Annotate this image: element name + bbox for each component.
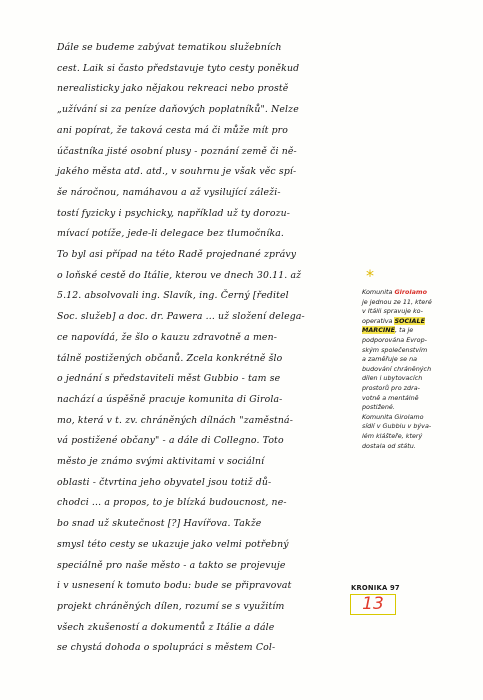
page-number-box: [350, 594, 396, 615]
text-line: se chystá dohoda o spolupráci s městem Col-: [57, 642, 276, 654]
cooperative-name-highlight-2: MARCINE: [362, 326, 396, 335]
margin-note-line: dílen i ubytovacích: [362, 374, 423, 383]
text-line: o jednání s představiteli měst Gubbio - tam se: [57, 373, 281, 385]
text-line: projekt chráněných dílen, rozumí se s využitím: [57, 600, 285, 612]
text-line: nerealisticky jako nějakou rekreaci nebo prostě: [57, 83, 289, 95]
chronicle-label: KRONIKA 97: [351, 584, 400, 592]
margin-note-line: a zaměřuje se na: [362, 355, 418, 364]
margin-note-line: podporována Evrop-: [362, 335, 427, 344]
margin-note-line: [362, 288, 468, 298]
text-line: mo, která v t. zv. chráněných dílnách "zaměstná-: [57, 414, 293, 426]
margin-note-line: votně a mentálně: [362, 393, 419, 402]
asterisk-icon: *: [366, 266, 374, 285]
text-line: oblasti - čtvrtina jeho obyvatel jsou totiž dů-: [57, 476, 272, 488]
text-line: mívací potíže, jede-li delegace bez tlumočníka.: [57, 228, 285, 240]
text-line: ce napovídá, že šlo o kauzu zdravotně a men-: [57, 331, 277, 343]
margin-note-line: budování chráněných: [362, 364, 432, 373]
text-line: o loňské cestě do Itálie, kterou ve dnech 30.11. až: [57, 269, 302, 281]
chronicle-body-text: [57, 38, 349, 659]
text-line: i v usnesení k tomuto bodu: bude se připravovat: [57, 580, 292, 592]
margin-note-line: lém klášteře, který: [362, 431, 423, 440]
margin-note-line: [362, 317, 468, 327]
margin-note-line: ským společenstvím: [362, 345, 428, 354]
margin-note-line: prostorů pro zdra-: [362, 383, 420, 392]
text-line: účastníka jisté osobní plusy - poznání země či ně-: [57, 145, 297, 157]
margin-note-line: sídlí v Gubbiu v býva-: [362, 422, 432, 431]
text-line: cest. Laik si často představuje tyto cesty poněkud: [57, 62, 300, 74]
text-line: tostí fyzicky i psychicky, například už ty dorozu-: [57, 207, 291, 219]
margin-note-line: Komunita Girolamo: [362, 412, 424, 421]
margin-note-line: v Itálii spravuje ko-: [362, 307, 423, 316]
margin-note-text: , ta je: [395, 326, 414, 335]
margin-note-text: operativa: [362, 316, 395, 325]
text-line: To byl asi případ na této Radě projednané zprávy: [57, 249, 297, 261]
cooperative-name-highlight: SOCIALE: [394, 316, 425, 325]
text-line: Dále se budeme zabývat tematikou služebních: [57, 42, 282, 53]
text-line: vá postižené občany" - a dále di Collegno. Toto: [57, 435, 284, 447]
text-line: všech zkušeností a dokumentů z Itálie a dále: [57, 621, 275, 633]
text-line: ani popírat, že taková cesta má či může mít pro: [57, 124, 289, 136]
text-line: Soc. služeb] a doc. dr. Pawera ... už složení delega-: [57, 311, 305, 323]
margin-note-line: [362, 326, 468, 336]
text-line: jakého města atd. atd., v souhrnu je však věc spí-: [57, 166, 297, 178]
text-line: speciálně pro naše město - a takto se projevuje: [57, 559, 286, 571]
text-line: še náročnou, namáhavou a až vysilující záleži-: [57, 186, 281, 198]
text-line: smysl této cesty se ukazuje jako velmi potřebný: [57, 538, 289, 550]
community-name-highlight: Girolamo: [394, 288, 427, 296]
text-line: 5.12. absolvovali ing. Slavík, ing. Černý [ředitel: [57, 290, 289, 302]
text-line: „užívání si za peníze daňových poplatníků". Nelze: [57, 104, 299, 116]
margin-note-line: dostala od státu.: [362, 441, 416, 450]
text-line: chodci ... a propos, to je blízká budoucnost, ne-: [57, 497, 287, 509]
text-line: město je známo svými aktivitami v sociální: [57, 456, 265, 468]
margin-note-line: je jednou ze 11, které: [362, 297, 432, 306]
text-line: tálně postižených občanů. Zcela konkrétně šlo: [57, 352, 283, 364]
margin-note-line: postižené.: [362, 403, 395, 412]
text-line: nachází a úspěšně pracuje komunita di Girola-: [57, 393, 283, 405]
text-line: bo snad už skutečnost [?] Havířova. Takže: [57, 518, 262, 530]
margin-note-prefix: Komunita: [362, 288, 395, 296]
margin-note: [362, 288, 468, 451]
page-number: 13: [362, 594, 384, 614]
